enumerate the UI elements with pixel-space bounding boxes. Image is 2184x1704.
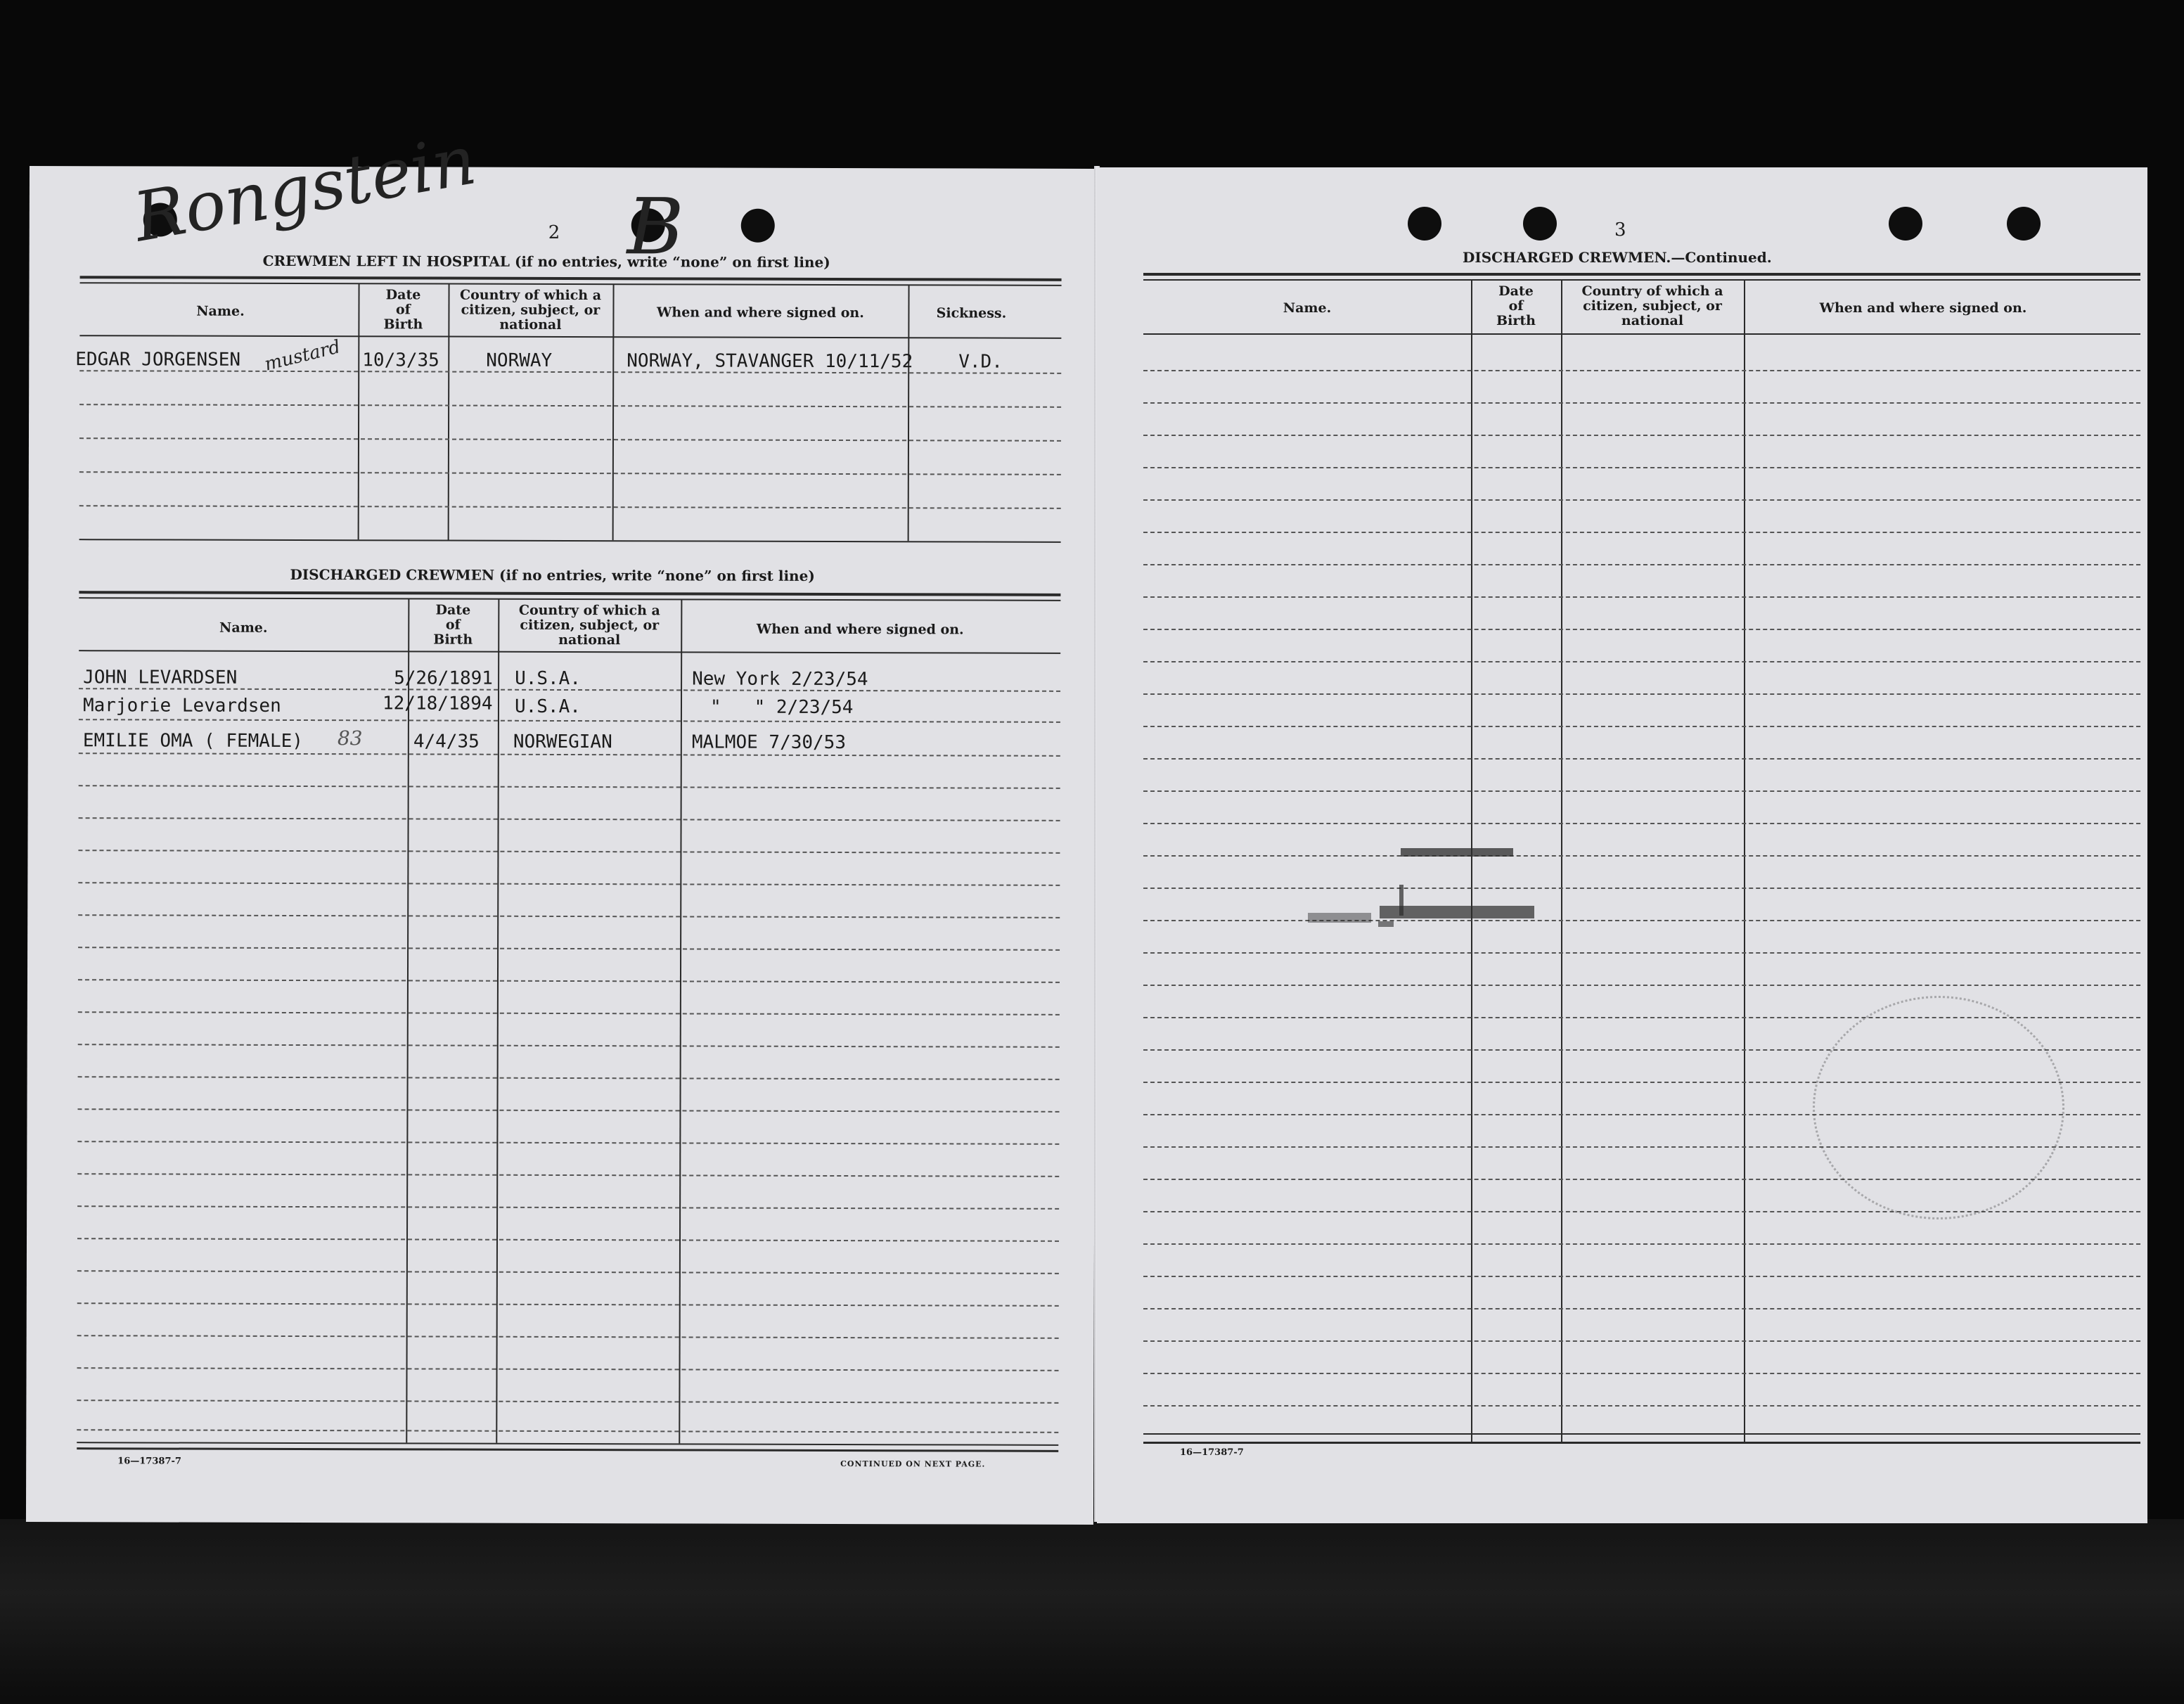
entry-line xyxy=(79,370,1061,374)
discharged-row-name: Marjorie Levardsen xyxy=(82,695,281,717)
entry-line xyxy=(1143,823,2140,824)
entry-line xyxy=(79,752,1060,757)
section-end-rule xyxy=(79,539,1061,543)
entry-line xyxy=(1143,1405,2140,1407)
entry-line xyxy=(1143,532,2140,533)
discharged-col-country-header: Country of which a citizen, subject, or national xyxy=(518,602,660,648)
entry-line xyxy=(78,1076,1060,1080)
entry-line xyxy=(77,1335,1059,1339)
form-code: 16—17387-7 xyxy=(117,1456,181,1467)
handwritten-annotation: 83 xyxy=(337,726,363,750)
discharged-row-country: U.S.A. xyxy=(514,696,581,718)
hospital-section-title: CREWMEN LEFT IN HOSPITAL (if no entries, write “none” on first line) xyxy=(262,252,830,271)
column-rule xyxy=(1471,280,1472,1442)
column-rule xyxy=(908,285,910,541)
column-rule xyxy=(448,284,450,540)
entry-line xyxy=(1143,888,2140,889)
rule xyxy=(1143,1433,2140,1435)
discharged-row-country: U.S.A. xyxy=(515,667,582,690)
entry-line xyxy=(79,437,1061,442)
hospital-row-country: NORWAY xyxy=(486,350,553,371)
section-title: DISCHARGED CREWMEN.—Continued. xyxy=(1463,249,1772,266)
rule xyxy=(77,1447,1058,1452)
entry-line xyxy=(1143,499,2140,501)
entry-line xyxy=(1143,920,2140,921)
discharged-row-dob: 12/18/1894 xyxy=(382,693,493,715)
punch-hole xyxy=(1523,207,1557,241)
entry-line xyxy=(78,850,1060,854)
hospital-row-dob: 10/3/35 xyxy=(362,350,439,371)
hospital-row-signed-on: NORWAY, STAVANGER 10/11/52 xyxy=(627,350,913,373)
continued-note: CONTINUED ON NEXT PAGE. xyxy=(840,1459,986,1469)
entry-line xyxy=(1143,661,2140,662)
entry-line xyxy=(1143,370,2140,371)
form-code: 16—17387-7 xyxy=(1180,1447,1244,1458)
column-rule xyxy=(358,283,360,539)
stamp-mark xyxy=(1401,848,1513,857)
faint-seal xyxy=(1813,996,2064,1219)
entry-line xyxy=(1143,1308,2140,1309)
entry-line xyxy=(77,1367,1059,1371)
entry-line xyxy=(77,1302,1059,1307)
stamp-mark xyxy=(1308,913,1371,923)
entry-line xyxy=(1143,467,2140,468)
entry-line xyxy=(79,505,1061,509)
entry-line xyxy=(77,1141,1059,1145)
entry-line xyxy=(79,688,1060,692)
rule xyxy=(1143,279,2140,281)
handwritten-initial: B xyxy=(627,181,684,272)
col-signed-header: When and where signed on. xyxy=(1819,300,2027,316)
entry-line xyxy=(77,1173,1059,1177)
hospital-row-name: EDGAR JORGENSEN xyxy=(75,349,241,371)
punch-hole xyxy=(741,209,775,243)
entry-line xyxy=(1143,693,2140,695)
entry-line xyxy=(1143,855,2140,857)
entry-line xyxy=(78,947,1060,951)
col-name-header: Name. xyxy=(1283,300,1332,316)
entry-line xyxy=(78,882,1060,886)
entry-line xyxy=(79,471,1061,475)
entry-line xyxy=(77,1108,1059,1113)
rule xyxy=(80,276,1062,281)
entry-line xyxy=(1143,402,2140,404)
entry-line xyxy=(1143,726,2140,727)
header-rule xyxy=(79,335,1061,339)
entry-line xyxy=(79,719,1060,723)
discharged-row-country: NORWEGIAN xyxy=(513,731,612,753)
entry-line xyxy=(1143,1340,2140,1342)
discharged-row-signed-on: " " 2/23/54 xyxy=(709,696,854,719)
page-number: 2 xyxy=(548,222,560,243)
entry-line xyxy=(79,404,1061,408)
entry-line xyxy=(77,1270,1059,1274)
entry-line xyxy=(79,785,1060,789)
entry-line xyxy=(79,817,1060,821)
entry-line xyxy=(77,1205,1059,1210)
column-rule xyxy=(612,284,615,540)
entry-line xyxy=(1143,629,2140,630)
column-rule xyxy=(1561,280,1562,1442)
rule xyxy=(1143,273,2140,276)
background-film-edge xyxy=(0,1519,2184,1704)
entry-line xyxy=(78,914,1060,918)
entry-line xyxy=(1143,1211,2140,1212)
entry-line xyxy=(1143,790,2140,792)
column-rule xyxy=(679,599,682,1443)
entry-line xyxy=(78,1011,1060,1016)
punch-hole xyxy=(2007,207,2041,241)
discharged-col-name-header: Name. xyxy=(219,620,268,636)
stamp-mark xyxy=(1399,885,1403,916)
rule xyxy=(77,1442,1058,1446)
rule xyxy=(79,591,1060,596)
hospital-row-sickness: V.D. xyxy=(958,351,1003,373)
hospital-col-sickness-header: Sickness. xyxy=(936,305,1007,321)
discharged-row-name: JOHN LEVARDSEN xyxy=(83,667,238,688)
col-dob-header: Date of Birth xyxy=(1496,283,1536,328)
discharged-section-title: DISCHARGED CREWMEN (if no entries, write “none” on first line) xyxy=(290,565,815,584)
discharged-row-name: EMILIE OMA ( FEMALE) xyxy=(82,730,303,752)
hospital-col-dob-header: Date of Birth xyxy=(383,287,423,333)
entry-line xyxy=(77,1238,1059,1242)
left-page xyxy=(26,120,1097,1525)
discharged-row-dob: 4/4/35 xyxy=(413,731,480,752)
rule xyxy=(80,282,1062,286)
discharged-col-dob-header: Date of Birth xyxy=(433,602,473,648)
discharged-row-dob: 5/26/1891 xyxy=(394,667,494,689)
rule xyxy=(1143,1442,2140,1444)
column-rule xyxy=(496,599,499,1443)
right-page xyxy=(1097,167,2147,1523)
entry-line xyxy=(78,1044,1060,1048)
punch-hole xyxy=(1889,207,1922,241)
hospital-col-signed-header: When and where signed on. xyxy=(657,305,864,321)
entry-line xyxy=(1143,758,2140,760)
column-rule xyxy=(406,598,409,1442)
entry-line xyxy=(77,1429,1058,1433)
entry-line xyxy=(1143,596,2140,598)
discharged-col-signed-header: When and where signed on. xyxy=(756,621,964,638)
handwritten-name: Rongstein xyxy=(128,120,482,257)
entry-line xyxy=(1143,1276,2140,1277)
hospital-col-name-header: Name. xyxy=(196,303,245,319)
punch-hole xyxy=(1408,207,1441,241)
discharged-row-signed-on: New York 2/23/54 xyxy=(692,668,868,691)
header-rule xyxy=(1143,333,2140,335)
header-rule xyxy=(79,650,1060,654)
page-number: 3 xyxy=(1614,219,1626,241)
entry-line xyxy=(1143,1243,2140,1245)
rule xyxy=(79,597,1060,601)
hospital-col-country-header: Country of which a citizen, subject, or national xyxy=(459,287,602,333)
entry-line xyxy=(1143,1373,2140,1374)
discharged-row-signed-on: MALMOE 7/30/53 xyxy=(691,731,847,754)
stamp-mark xyxy=(1378,921,1394,927)
column-rule xyxy=(1744,280,1745,1442)
entry-line xyxy=(1143,564,2140,565)
col-country-header: Country of which a citizen, subject, or national xyxy=(1581,283,1723,328)
handwritten-annotation: mustard xyxy=(262,336,343,376)
entry-line xyxy=(1143,435,2140,436)
entry-line xyxy=(1143,985,2140,986)
entry-line xyxy=(78,979,1060,983)
entry-line xyxy=(77,1399,1058,1404)
entry-line xyxy=(1143,952,2140,954)
